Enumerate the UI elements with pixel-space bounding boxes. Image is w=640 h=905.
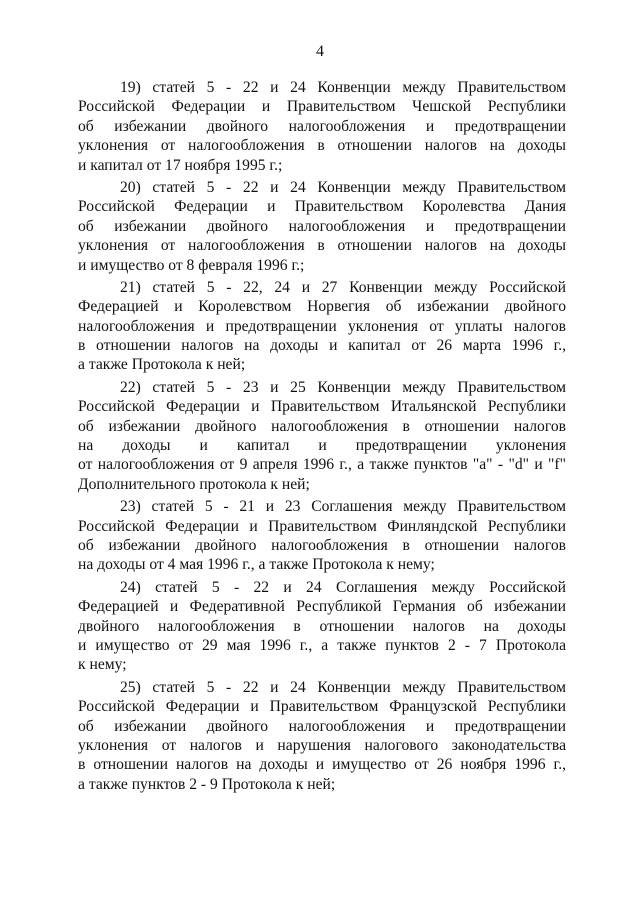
text-line: и имущество от 8 февраля 1996 г.; [78,256,305,274]
text-line: уклонения от налогообложения в отношении налогов на доходы [78,237,566,255]
text-line: Российской Федерации и Правительством Французской Республики [78,698,566,716]
list-item [78,178,566,275]
text-line: 25) статей 5 - 22 и 24 Конвенции между Правительством [120,678,566,696]
document-body [78,78,566,797]
text-line: и капитал от 17 ноября 1995 г.; [78,156,283,174]
text-line: двойного налогообложения в отношении налогов на доходы [78,617,566,635]
text-line: Российской Федерации и Правительством Итальянской Республики [78,398,566,416]
text-line: об избежании двойного налогообложения и предотвращении [78,217,566,235]
list-item [78,497,566,575]
text-line: 23) статей 5 - 21 и 23 Соглашения между Правительством [120,498,566,516]
text-line: уклонения от налогов и нарушения налогового законодательства [78,736,566,754]
text-line: Дополнительного протокола к ней; [78,475,310,493]
text-line: 24) статей 5 - 22 и 24 Соглашения между Российской [120,578,566,596]
text-line: и имущество от 29 мая 1996 г., а также пунктов 2 - 7 Протокола [78,636,566,654]
text-line: 21) статей 5 - 22, 24 и 27 Конвенции между Российской [120,278,566,296]
list-item [78,378,566,494]
page-number: 4 [316,43,324,60]
text-line: Федерацией и Королевством Норвегия об избежании двойного [78,298,566,316]
text-line: в отношении налогов на доходы и имущество от 26 ноября 1996 г., [78,756,566,774]
text-line: Федерацией и Федеративной Республикой Германия об избежании [78,598,566,616]
text-line: на доходы и капитал и предотвращении уклонения [78,437,566,455]
text-line: Российской Федерации и Правительством Чешской Республики [78,98,566,116]
text-line: а также пунктов 2 - 9 Протокола к ней; [78,775,336,793]
text-line: об избежании двойного налогообложения в отношении налогов [78,536,566,554]
text-line: об избежании двойного налогообложения в отношении налогов [78,417,566,435]
list-item [78,78,566,175]
text-line: 19) статей 5 - 22 и 24 Конвенции между Правительством [120,79,566,96]
text-line: к нему; [78,656,127,674]
text-line: уклонения от налогообложения в отношении налогов на доходы [78,137,566,155]
text-line: 22) статей 5 - 23 и 25 Конвенции между Правительством [120,378,566,396]
text-line: об избежании двойного налогообложения и предотвращении [78,117,566,135]
text-line: Российской Федерации и Правительством Финляндской Республики [78,517,566,535]
text-line: об избежании двойного налогообложения и предотвращении [78,717,566,735]
text-line: Российской Федерации и Правительством Королевства Дания [78,198,566,216]
text-line: налогообложения и предотвращении уклонения от уплаты налогов [78,317,566,335]
text-line: 20) статей 5 - 22 и 24 Конвенции между Правительством [120,178,566,196]
text-line: а также Протокола к ней; [78,356,246,374]
text-line: на доходы от 4 мая 1996 г., а также Протокола к нему; [78,556,435,574]
text-line: от налогообложения от 9 апреля 1996 г., а также пунктов "а" - "d" и "f" [78,456,566,474]
list-item [78,578,566,675]
list-item [78,278,566,375]
text-line: в отношении налогов на доходы и капитал от 26 марта 1996 г., [78,337,566,355]
list-item [78,678,566,794]
